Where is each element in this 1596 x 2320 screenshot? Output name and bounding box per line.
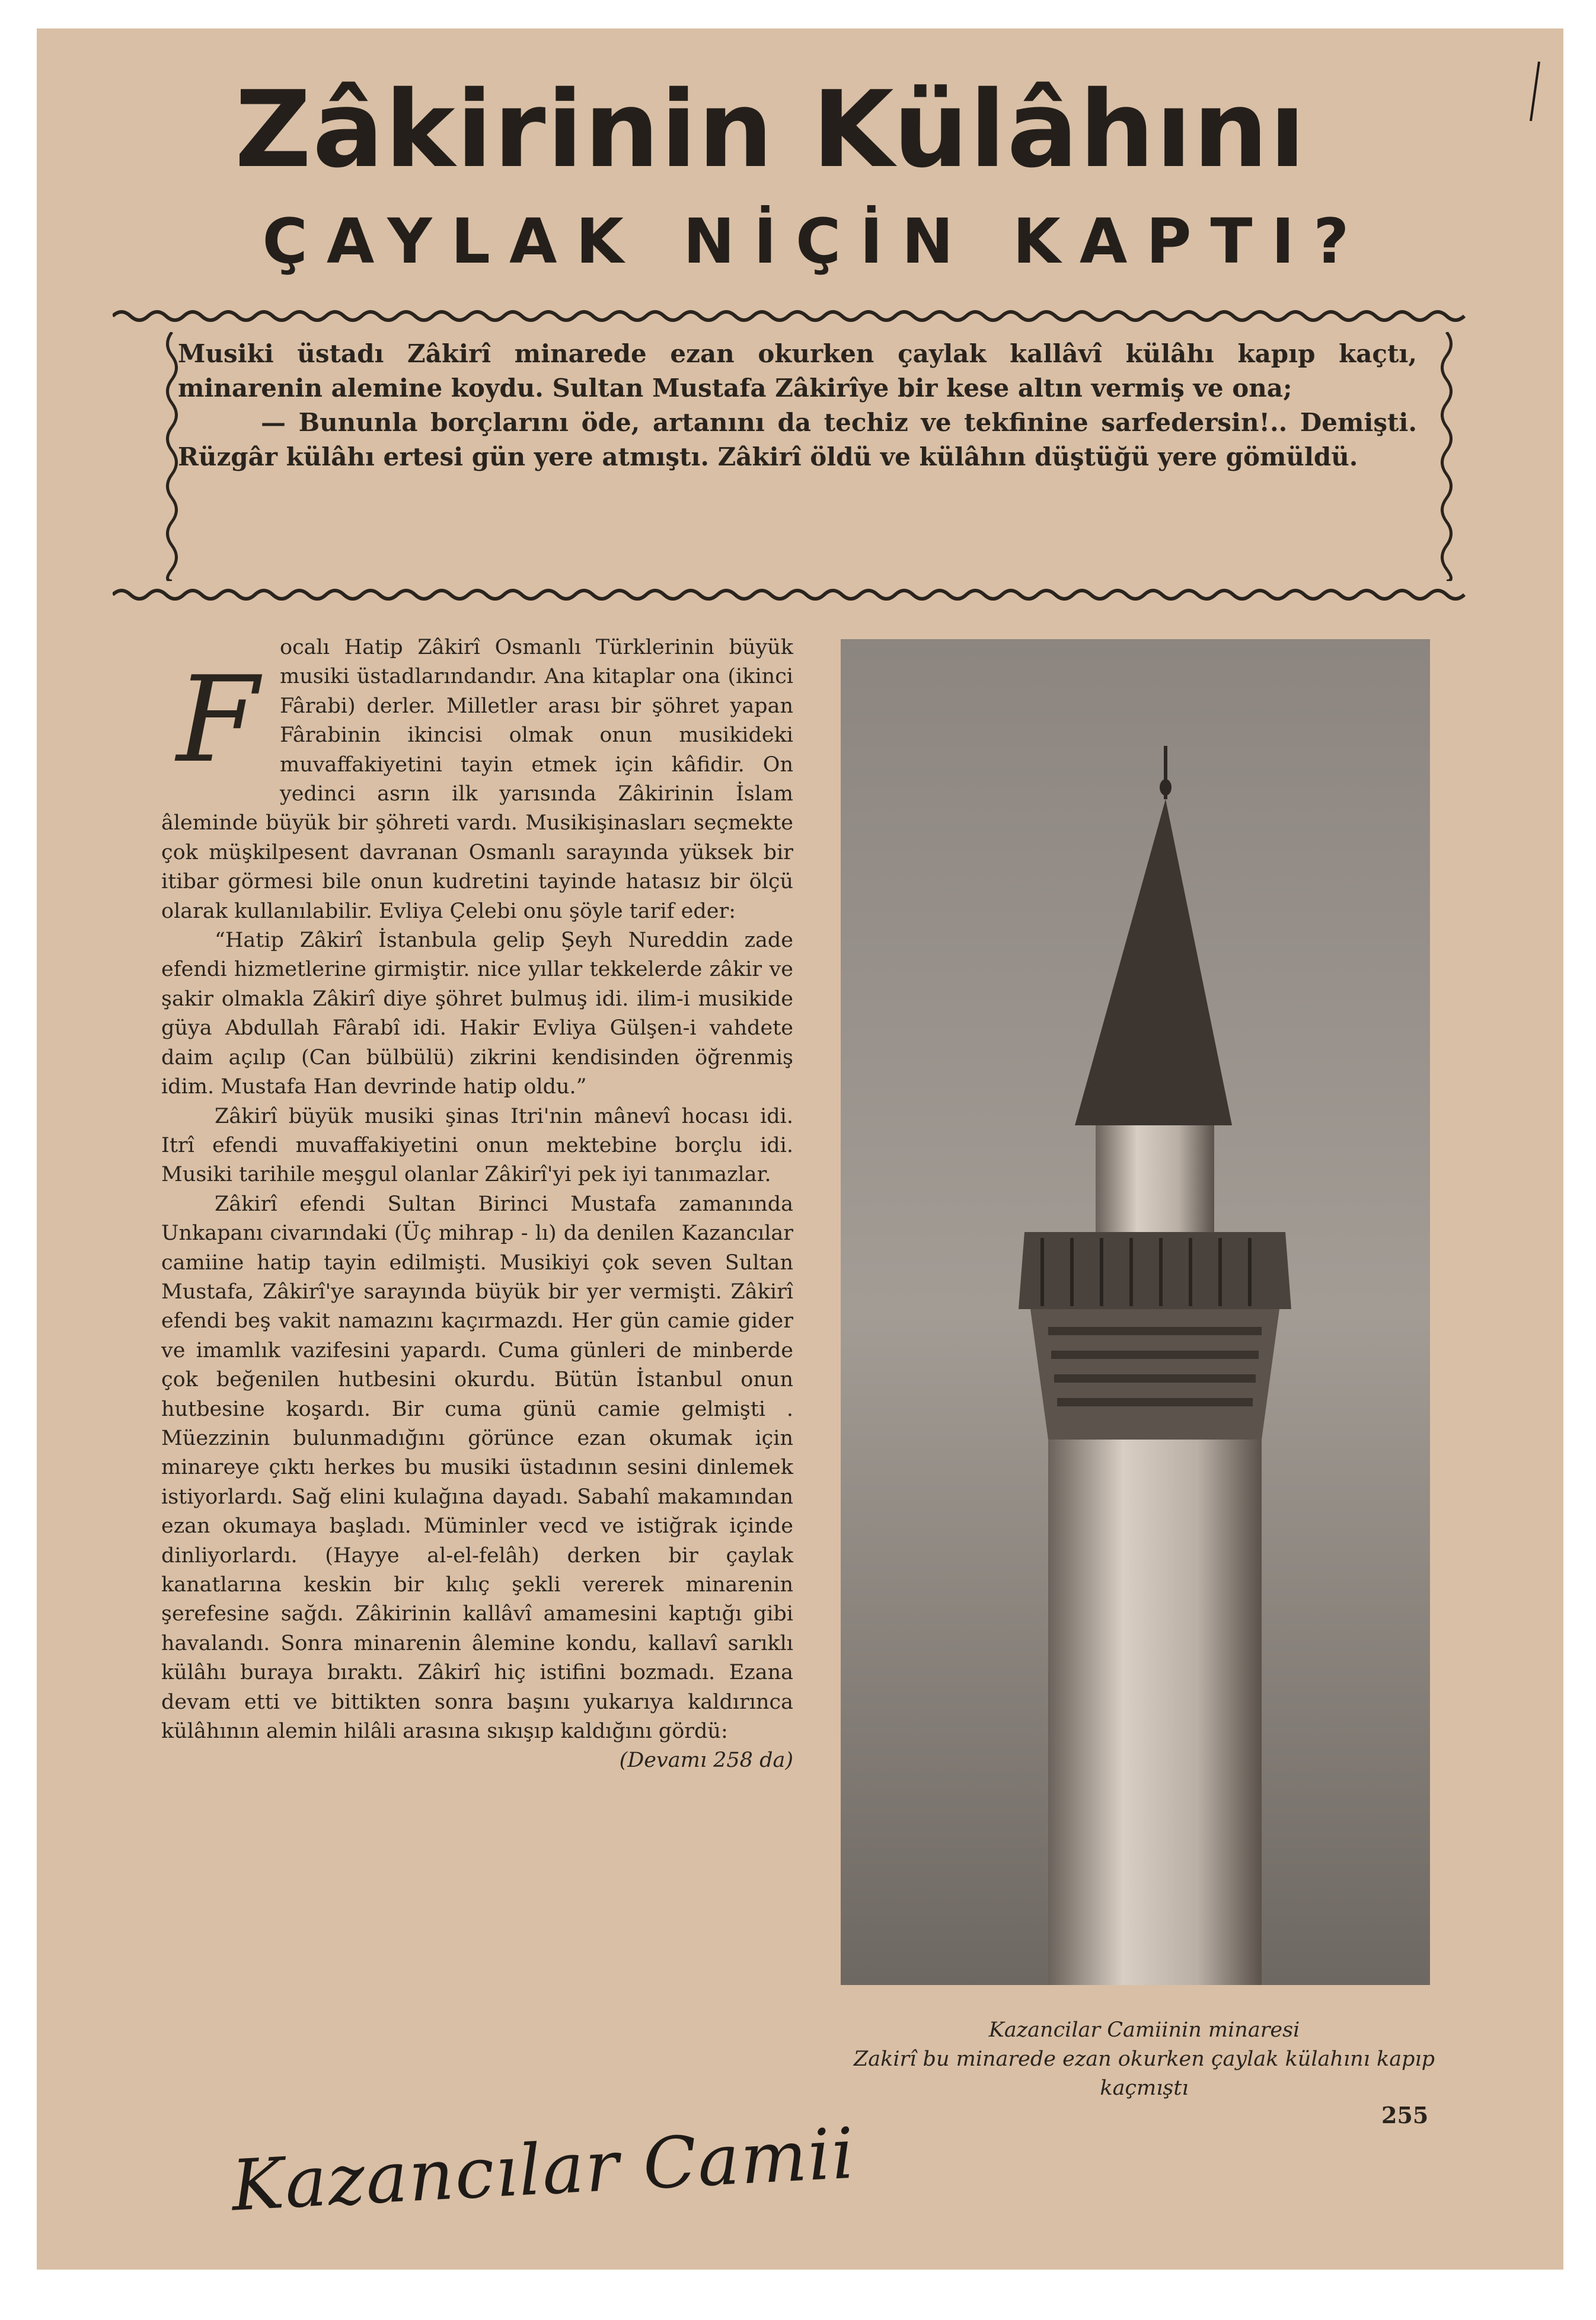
body-paragraph-4-text: Zâkirî efendi Sultan Birinci Mustafa zamanında Unkapanı civarındaki (Üç mihrap - lı) da denilen Kazancılar camiine hatip tayin edilmişti. Musikiyi çok seven Sultan Mustafa, Zâkirî'ye sarayında büyük bir yer vermişti. Zâkirî efendi beş vakit namazını kaçırmazdı. Her gün camie gider ve imamlık vazifesini yapardı. Cuma günleri de minberde çok beğenilen hutbesini okurdu. Bütün İstanbul onun hutbesine koşardı. Bir cuma günü camie gelmişti . Müezzinin bulunmadığını görünce ezan okumak için minareye çıktı herkes bu musiki üstadının sesini dinlemek istiyorlardı. Sağ elini kulağına dayadı. Sabahî makamından ezan okumaya başladı. Müminler vecd ve istiğrak içinde dinliyorlardı. (Hayye al-el-felâh) derken bir çaylak kanatlarına keskin bir kılıç şekli vererek minarenin şerefesine sağdı. Zâkirinin kallâvî amamesini kaptığı gibi havalandı. Sonra minarenin âlemine kondu, kallavî sarıklı külâhı buraya bıraktı. Zâkirî hiç istifini bozmadı. Ezana devam etti ve bittikten sonra başını yukarıya kaldırınca külâhının alemin hilâli arasına sıkışıp kaldığını gördü: xyxy=(161,1192,793,1744)
corner-pen-mark xyxy=(1526,59,1544,125)
article-body xyxy=(161,633,793,2080)
intro-paragraph-1: Musiki üstadı Zâkirî minarede ezan okurken çaylak kallâvî külâhı kapıp kaçtı, minarenin alemine koydu. Sultan Mustafa Zâkirîye bir kese altın vermiş ve ona; xyxy=(178,339,1417,403)
page-number: 255 xyxy=(1381,2102,1429,2128)
drop-cap-letter: F xyxy=(176,651,259,789)
body-paragraph-4 xyxy=(161,1190,793,1773)
body-paragraph-2-quote: “Hatip Zâkirî İstanbula gelip Şeyh Nureddin zade efendi hizmetlerine girmiştir. nice yıllar tekkelerde zâkir ve şakir olmakla Zâkirî diye şöhret bulmuş idi. ilim-i musikide güya Abdullah Fârabî idi. Hakir Evliya Gülşen-i vahdete daim açılıp (Can bülbülü) zikrini kendisinden öğrenmiş idim. Mustafa Han devrinde hatip oldu.” xyxy=(161,928,793,1099)
intro-right-brace xyxy=(1441,332,1458,581)
photo-caption xyxy=(818,2016,1470,2103)
drop-cap-spacer xyxy=(161,633,280,799)
article-title: Zâkirinin Külâhını xyxy=(235,68,1307,191)
intro-left-brace xyxy=(160,332,178,581)
intro-paragraph-2: — Bununla borçlarını öde, artanını da techiz ve tekfinine sarfedersin!.. Demişti. Rüzgâr külâhı ertesi gün yere atmıştı. Zâkirî öldü ve külâhın düştüğü yere gömüldü. xyxy=(178,408,1417,471)
body-paragraph-3: Zâkirî büyük musiki şinas Itri'nin mânevî hocası idi. Itrî efendi muvaffakiyetini onun mektebine borçlu idi. Musiki tarihile meşgul olanlar Zâkirî'yi pek iyi tanımazlar. xyxy=(161,1104,793,1187)
handwritten-note: Kazancılar Camii xyxy=(229,2112,857,2227)
bottom-wavy-rule xyxy=(113,584,1470,605)
top-wavy-rule xyxy=(113,305,1470,327)
body-paragraph-1: ocalı Hatip Zâkirî Osmanlı Türklerinin büyük musiki üstadlarındandır. Ana kitaplar ona (ikinci Fârabi) derler. Milletler arası bir şöhret yapan Fârabinin ikincisi olmak onun musikideki muvaffakiyetini tayin etmek için kâfidir. On yedinci asrın ilk yarısında Zâkirinin İslam âleminde büyük bir şöhreti vardı. Musikişinasları seçmekte çok müşkilpesent davranan Osmanlı sarayında yüksek bir itibar görmesi bile onun kudretini tayinde hatasız bir ölçü olarak kullanılabilir. Evliya Çelebi onu şöyle tarif eder: xyxy=(161,636,793,923)
minaret-photo xyxy=(841,639,1430,1985)
caption-line-2: Zakirî bu minarede ezan okurken çaylak külahını kapıp kaçmıştı xyxy=(853,2047,1435,2100)
article-subtitle: ÇAYLAK NİÇİN KAPTI? xyxy=(262,205,1368,277)
caption-line-1: Kazancilar Camiinin minaresi xyxy=(988,2018,1300,2042)
continued-note: (Devamı 258 da) xyxy=(619,1748,793,1773)
intro-box xyxy=(178,337,1417,574)
